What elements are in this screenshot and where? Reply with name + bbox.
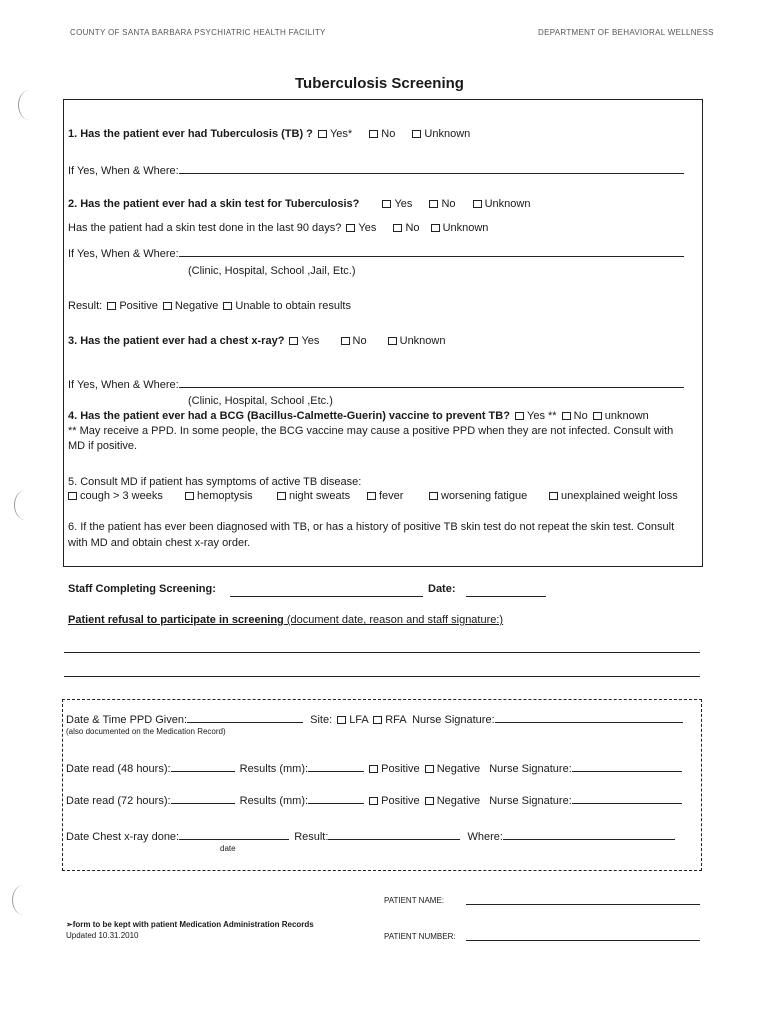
page-title: Tuberculosis Screening bbox=[295, 75, 464, 92]
read48-results-field[interactable] bbox=[308, 761, 364, 772]
hole-punch-mark bbox=[12, 885, 35, 915]
symptom-fatigue-label: worsening fatigue bbox=[441, 490, 528, 502]
symptom-hemoptysis-label: hemoptysis bbox=[197, 490, 253, 502]
chest-date-sublabel: date bbox=[220, 844, 236, 853]
q1-unknown-checkbox[interactable] bbox=[412, 130, 421, 138]
q1-unknown-label: Unknown bbox=[424, 128, 471, 140]
ppd-nurse-label: Nurse Signature: bbox=[412, 714, 495, 726]
q2-yes-checkbox[interactable] bbox=[382, 200, 391, 208]
symptom-cough-label: cough > 3 weeks bbox=[80, 490, 163, 502]
q3-when-where bbox=[68, 377, 684, 391]
refusal-line-1[interactable] bbox=[64, 652, 700, 653]
chest-where-label: Where: bbox=[467, 831, 503, 843]
q2-row bbox=[68, 198, 530, 210]
read48-field[interactable] bbox=[171, 761, 235, 772]
q3-no-label: No bbox=[352, 335, 367, 347]
read72-negative-label: Negative bbox=[436, 795, 481, 807]
q3-yes-label: Yes bbox=[301, 335, 320, 347]
q2-last90-yes-label: Yes bbox=[358, 222, 377, 234]
symptom-night-sweats-label: night sweats bbox=[289, 490, 351, 502]
q4-no-label: No bbox=[573, 410, 588, 422]
q5-symptom bbox=[66, 490, 163, 502]
q5-symptom bbox=[427, 490, 527, 502]
symptom-fever-label: fever bbox=[379, 490, 404, 502]
ppd-also-doc: (also documented on the Medication Record) bbox=[66, 727, 226, 736]
read48-positive-checkbox[interactable] bbox=[369, 765, 378, 773]
read48-label: Date read (48 hours): bbox=[66, 763, 171, 775]
q4-unknown-checkbox[interactable] bbox=[593, 412, 602, 420]
read48-negative-label: Negative bbox=[436, 763, 481, 775]
read72-results-label: Results (mm): bbox=[239, 795, 309, 807]
q1-when-where-label: If Yes, When & Where: bbox=[68, 165, 179, 177]
staff-date-label: Date: bbox=[428, 583, 456, 595]
q2-last90-no-label: No bbox=[405, 222, 420, 234]
q4-note-line1: ** May receive a PPD. In some people, the BCG vaccine may cause a positive PPD when they are not infected. Consult with bbox=[68, 425, 674, 437]
read48-nurse-field[interactable] bbox=[572, 761, 682, 772]
chest-result-field[interactable] bbox=[328, 829, 460, 840]
hole-punch-mark bbox=[14, 490, 37, 520]
q4-note-line2: MD if positive. bbox=[68, 440, 138, 452]
q2-last90-row bbox=[68, 222, 488, 234]
chest-done-field[interactable] bbox=[179, 829, 289, 840]
result-positive-label: Positive bbox=[119, 300, 158, 312]
chest-result-label: Result: bbox=[294, 831, 329, 843]
q3-no-checkbox[interactable] bbox=[341, 337, 350, 345]
chest-xray-row bbox=[66, 829, 675, 843]
q2-result-label: Result: bbox=[68, 300, 103, 312]
q1-no-checkbox[interactable] bbox=[369, 130, 378, 138]
q1-row bbox=[68, 128, 470, 140]
header-department: DEPARTMENT OF BEHAVIORAL WELLNESS bbox=[538, 28, 714, 37]
q1-no-label: No bbox=[381, 128, 396, 140]
q5-question: 5. Consult MD if patient has symptoms of active TB disease: bbox=[68, 476, 362, 488]
q6-line1: 6. If the patient has ever been diagnosed with TB, or has a history of positive TB skin test do not repeat the skin test. Consult bbox=[68, 521, 675, 533]
refusal-heading: Patient refusal to participate in screening bbox=[68, 614, 284, 626]
read72-row bbox=[66, 793, 682, 807]
hole-punch-mark bbox=[18, 90, 41, 120]
result-unable-checkbox[interactable] bbox=[223, 302, 232, 310]
q3-unknown-label: Unknown bbox=[399, 335, 446, 347]
q1-when-where bbox=[68, 163, 684, 177]
q1-yes-label: Yes* bbox=[329, 128, 353, 140]
q4-unknown-label: unknown bbox=[604, 410, 649, 422]
footer-updated: Updated 10.31.2010 bbox=[66, 931, 139, 940]
q2-last90-unknown-label: Unknown bbox=[442, 222, 489, 234]
patient-name-field[interactable] bbox=[466, 904, 700, 905]
read72-label: Date read (72 hours): bbox=[66, 795, 171, 807]
refusal-line-2[interactable] bbox=[64, 676, 700, 677]
q2-unknown-checkbox[interactable] bbox=[473, 200, 482, 208]
q2-when-where-label: If Yes, When & Where: bbox=[68, 248, 179, 260]
q2-when-where bbox=[68, 246, 684, 260]
result-negative-checkbox[interactable] bbox=[163, 302, 172, 310]
read72-field[interactable] bbox=[171, 793, 235, 804]
chest-where-field[interactable] bbox=[503, 829, 675, 840]
q2-last90-question: Has the patient had a skin test done in the last 90 days? bbox=[68, 222, 342, 234]
read72-positive-checkbox[interactable] bbox=[369, 797, 378, 805]
staff-signature-field[interactable] bbox=[230, 596, 423, 597]
site-rfa-checkbox[interactable] bbox=[373, 716, 382, 724]
q5-symptom bbox=[183, 490, 253, 502]
result-negative-label: Negative bbox=[174, 300, 219, 312]
q5-symptom bbox=[275, 490, 350, 502]
read48-results-label: Results (mm): bbox=[239, 763, 309, 775]
q1-yes-checkbox[interactable] bbox=[318, 130, 327, 138]
read48-row bbox=[66, 761, 682, 775]
header-facility: COUNTY OF SANTA BARBARA PSYCHIATRIC HEALTH FACILITY bbox=[70, 28, 326, 37]
footer-keep-note: ➢form to be kept with patient Medication Administration Records bbox=[66, 920, 314, 929]
symptom-weight-loss-checkbox[interactable] bbox=[549, 492, 558, 500]
q3-hint: (Clinic, Hospital, School ,Etc.) bbox=[188, 395, 333, 407]
q3-when-where-field[interactable] bbox=[179, 377, 684, 388]
q2-no-checkbox[interactable] bbox=[429, 200, 438, 208]
ppd-given-row bbox=[66, 712, 683, 726]
q2-no-label: No bbox=[441, 198, 456, 210]
symptom-night-sweats-checkbox[interactable] bbox=[277, 492, 286, 500]
patient-name-label: PATIENT NAME: bbox=[384, 896, 445, 905]
read72-negative-checkbox[interactable] bbox=[425, 797, 434, 805]
q2-result-row bbox=[68, 300, 351, 312]
q6-line2: with MD and obtain chest x-ray order. bbox=[68, 537, 251, 549]
read48-negative-checkbox[interactable] bbox=[425, 765, 434, 773]
staff-date-field[interactable] bbox=[466, 596, 546, 597]
ppd-nurse-field[interactable] bbox=[495, 712, 683, 723]
q4-no-checkbox[interactable] bbox=[562, 412, 571, 420]
q3-yes-checkbox[interactable] bbox=[289, 337, 298, 345]
refusal-instructions: (document date, reason and staff signature:) bbox=[283, 614, 504, 626]
read48-positive-label: Positive bbox=[381, 763, 420, 775]
q5-symptom bbox=[547, 490, 678, 502]
q5-symptom bbox=[365, 490, 403, 502]
read72-nurse-label: Nurse Signature: bbox=[489, 795, 572, 807]
q4-yes-checkbox[interactable] bbox=[515, 412, 524, 420]
q2-last90-unknown-checkbox[interactable] bbox=[431, 224, 440, 232]
q3-question: 3. Has the patient ever had a chest x-ray? bbox=[68, 335, 285, 347]
symptom-fever-checkbox[interactable] bbox=[367, 492, 376, 500]
q2-last90-no-checkbox[interactable] bbox=[393, 224, 402, 232]
q2-when-where-field[interactable] bbox=[179, 246, 684, 257]
symptom-weight-loss-label: unexplained weight loss bbox=[561, 490, 678, 502]
q3-row bbox=[68, 335, 445, 347]
read72-positive-label: Positive bbox=[381, 795, 420, 807]
symptom-cough-checkbox[interactable] bbox=[68, 492, 77, 500]
ppd-site-label: Site: bbox=[310, 714, 333, 726]
result-unable-label: Unable to obtain results bbox=[235, 300, 351, 312]
q2-unknown-label: Unknown bbox=[484, 198, 531, 210]
staff-label: Staff Completing Screening: bbox=[68, 583, 216, 595]
q1-when-where-field[interactable] bbox=[179, 163, 684, 174]
patient-number-label: PATIENT NUMBER: bbox=[384, 932, 456, 941]
site-lfa-label: LFA bbox=[349, 714, 369, 726]
q2-question: 2. Has the patient ever had a skin test for Tuberculosis? bbox=[68, 198, 360, 210]
q4-question: 4. Has the patient ever had a BCG (Bacillus-Calmette-Guerin) vaccine to prevent TB? bbox=[68, 410, 510, 422]
refusal-line bbox=[68, 614, 503, 626]
read72-results-field[interactable] bbox=[308, 793, 364, 804]
result-positive-checkbox[interactable] bbox=[107, 302, 116, 310]
site-rfa-label: RFA bbox=[385, 714, 407, 726]
symptom-hemoptysis-checkbox[interactable] bbox=[185, 492, 194, 500]
ppd-given-field[interactable] bbox=[187, 712, 303, 723]
site-lfa-checkbox[interactable] bbox=[337, 716, 346, 724]
q1-question: 1. Has the patient ever had Tuberculosis (TB) ? bbox=[68, 128, 313, 140]
ppd-given-label: Date & Time PPD Given: bbox=[66, 714, 188, 726]
chest-done-label: Date Chest x-ray done: bbox=[66, 831, 180, 843]
read48-nurse-label: Nurse Signature: bbox=[489, 763, 572, 775]
q2-last90-yes-checkbox[interactable] bbox=[346, 224, 355, 232]
q3-when-where-label: If Yes, When & Where: bbox=[68, 379, 179, 391]
symptom-fatigue-checkbox[interactable] bbox=[429, 492, 438, 500]
q4-row bbox=[68, 410, 649, 422]
q2-yes-label: Yes bbox=[394, 198, 413, 210]
q2-hint: (Clinic, Hospital, School ,Jail, Etc.) bbox=[188, 265, 356, 277]
read72-nurse-field[interactable] bbox=[572, 793, 682, 804]
q4-yes-label: Yes ** bbox=[527, 410, 557, 422]
q3-unknown-checkbox[interactable] bbox=[388, 337, 397, 345]
patient-number-field[interactable] bbox=[466, 940, 700, 941]
